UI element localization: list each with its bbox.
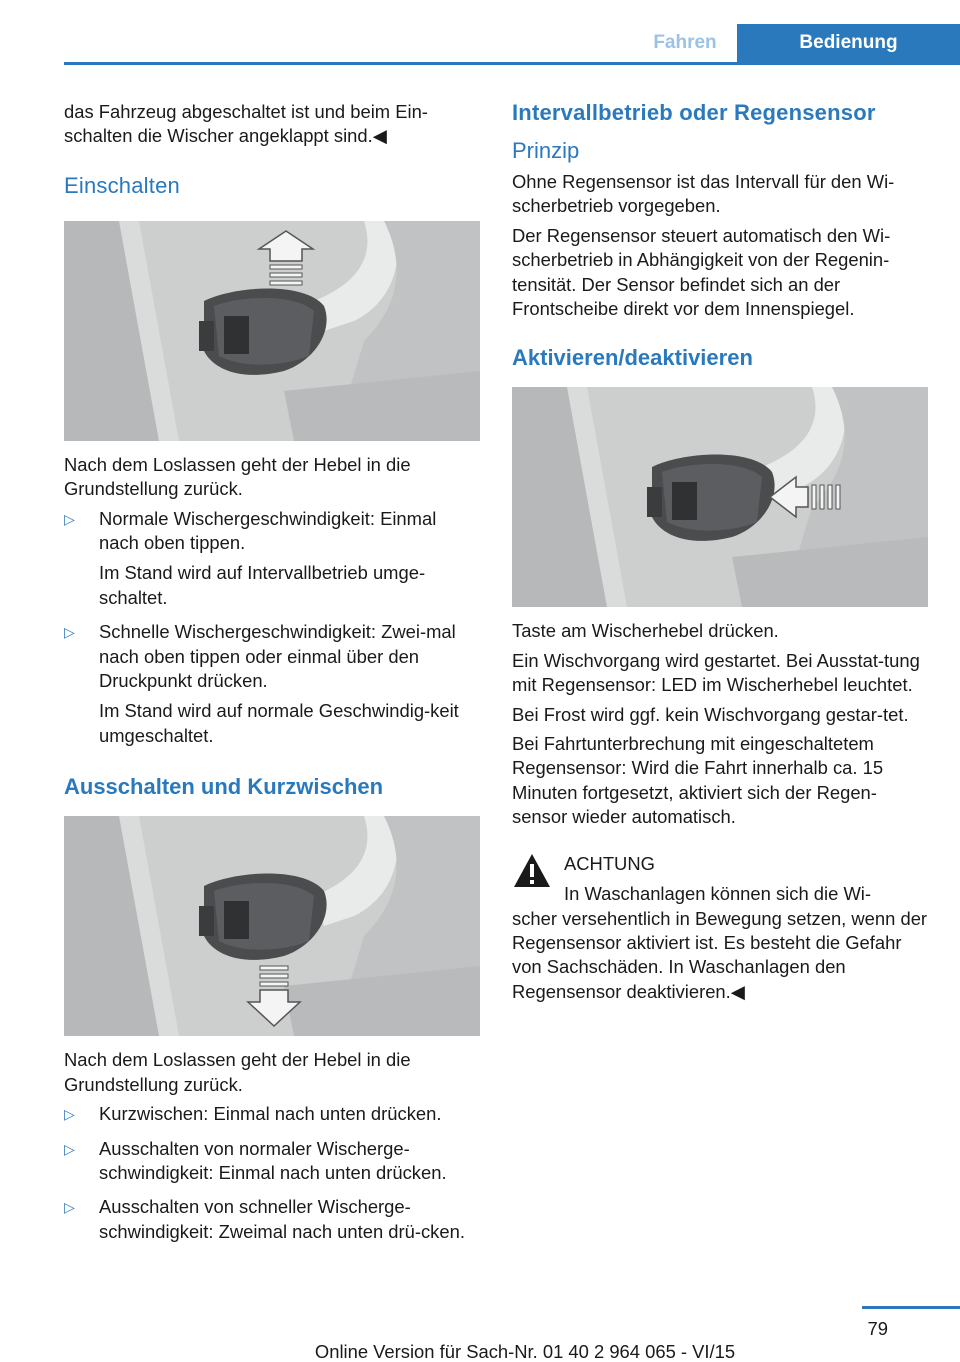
list-item: ▷ Kurzwischen: Einmal nach unten drücken. <box>64 1102 480 1126</box>
list-item: ▷ Schnelle Wischergeschwindigkeit: Zwei-mal nach oben tippen oder einmal über den Druckpunkt drücken. Im Stand wird auf normale Geschwindig-keit umgeschaltet. <box>64 621 459 746</box>
list-item: ▷ Ausschalten von normaler Wischerge-schwindigkeit: Einmal nach unten drücken. <box>64 1137 447 1183</box>
heading-prinzip: Prinzip <box>512 138 580 163</box>
warning-box <box>512 852 928 1004</box>
page-number: 79 <box>867 1318 888 1339</box>
figure-wiper-button <box>512 387 928 607</box>
off-release-text: Nach dem Loslassen geht der Hebel in die Grundstellung zurück. <box>64 1049 411 1095</box>
figure-wiper-down <box>64 816 480 1036</box>
triangle-bullet-icon: ▷ <box>64 1106 75 1123</box>
triangle-bullet-icon: ▷ <box>64 1199 75 1216</box>
tab-fahren[interactable]: Fahren <box>653 32 717 53</box>
warning-title: ACHTUNG <box>564 852 655 874</box>
principle-text-1: Ohne Regensensor ist das Intervall für den Wi-scherbetrieb vorgegeben. <box>512 171 895 217</box>
heading-einschalten: Einschalten <box>64 172 180 198</box>
heading-intervallbetrieb: Intervallbetrieb oder Regensensor <box>512 100 876 125</box>
list-item: ▷ Normale Wischergeschwindigkeit: Einmal nach oben tippen. Im Stand wird auf Intervallbetrieb umge-schaltet. <box>64 507 437 608</box>
figure-wiper-up <box>64 221 480 441</box>
intro-text: das Fahrzeug abgeschaltet ist und beim Ein- schalten die Wischer angeklappt sind.◀ <box>64 101 428 147</box>
tab-bedienung[interactable]: Bedienung <box>737 24 960 65</box>
footer-version: Online Version für Sach-Nr. 01 40 2 964 065 - VI/15 <box>314 1341 736 1362</box>
warning-text-rest: scher versehentlich in Bewegung setzen, wenn der Regensensor aktiviert ist. Es besteht die Gefahr von Sachschäden. In Waschanlagen den Regensensor deaktivieren.◀ <box>512 907 928 1002</box>
triangle-bullet-icon: ▷ <box>64 624 75 641</box>
footer-rule <box>862 1306 960 1309</box>
activate-text-3: Bei Frost wird ggf. kein Wischvorgang gestar-tet. <box>512 703 909 725</box>
heading-ausschalten: Ausschalten und Kurzwischen <box>64 774 384 800</box>
triangle-bullet-icon: ▷ <box>64 1140 75 1157</box>
warning-triangle-icon <box>512 852 552 890</box>
triangle-bullet-icon: ▷ <box>64 510 75 527</box>
heading-aktivieren: Aktivieren/deaktivieren <box>512 345 753 371</box>
principle-text-2: Der Regensensor steuert automatisch den Wi-scherbetrieb in Abhängigkeit von der Regenin-tensität. Der Sensor befindet sich an der Frontscheibe direkt vor dem Innenspiegel. <box>512 224 891 320</box>
list-item: ▷ Ausschalten von schneller Wischerge-schwindigkeit: Zweimal nach unten drü-cken. <box>64 1196 465 1242</box>
right-column <box>512 100 928 1004</box>
activate-text-1: Taste am Wischerhebel drücken. <box>512 620 779 642</box>
on-list <box>64 507 480 749</box>
left-column <box>64 100 480 1254</box>
activate-text-2: Ein Wischvorgang wird gestartet. Bei Ausstat-tung mit Regensensor: LED im Wischerhebel leuchtet. <box>512 649 920 696</box>
off-list <box>64 1102 480 1244</box>
on-release-text: Nach dem Loslassen geht der Hebel in die Grundstellung zurück. <box>64 453 411 500</box>
warning-text-first: In Waschanlagen können sich die Wi- <box>564 883 872 905</box>
activate-text-4: Bei Fahrtunterbrechung mit eingeschaltetem Regensensor: Wird die Fahrt innerhalb ca. 15 Minuten fortgesetzt, aktiviert sich der Regen-sensor wieder automatisch. <box>512 733 884 828</box>
